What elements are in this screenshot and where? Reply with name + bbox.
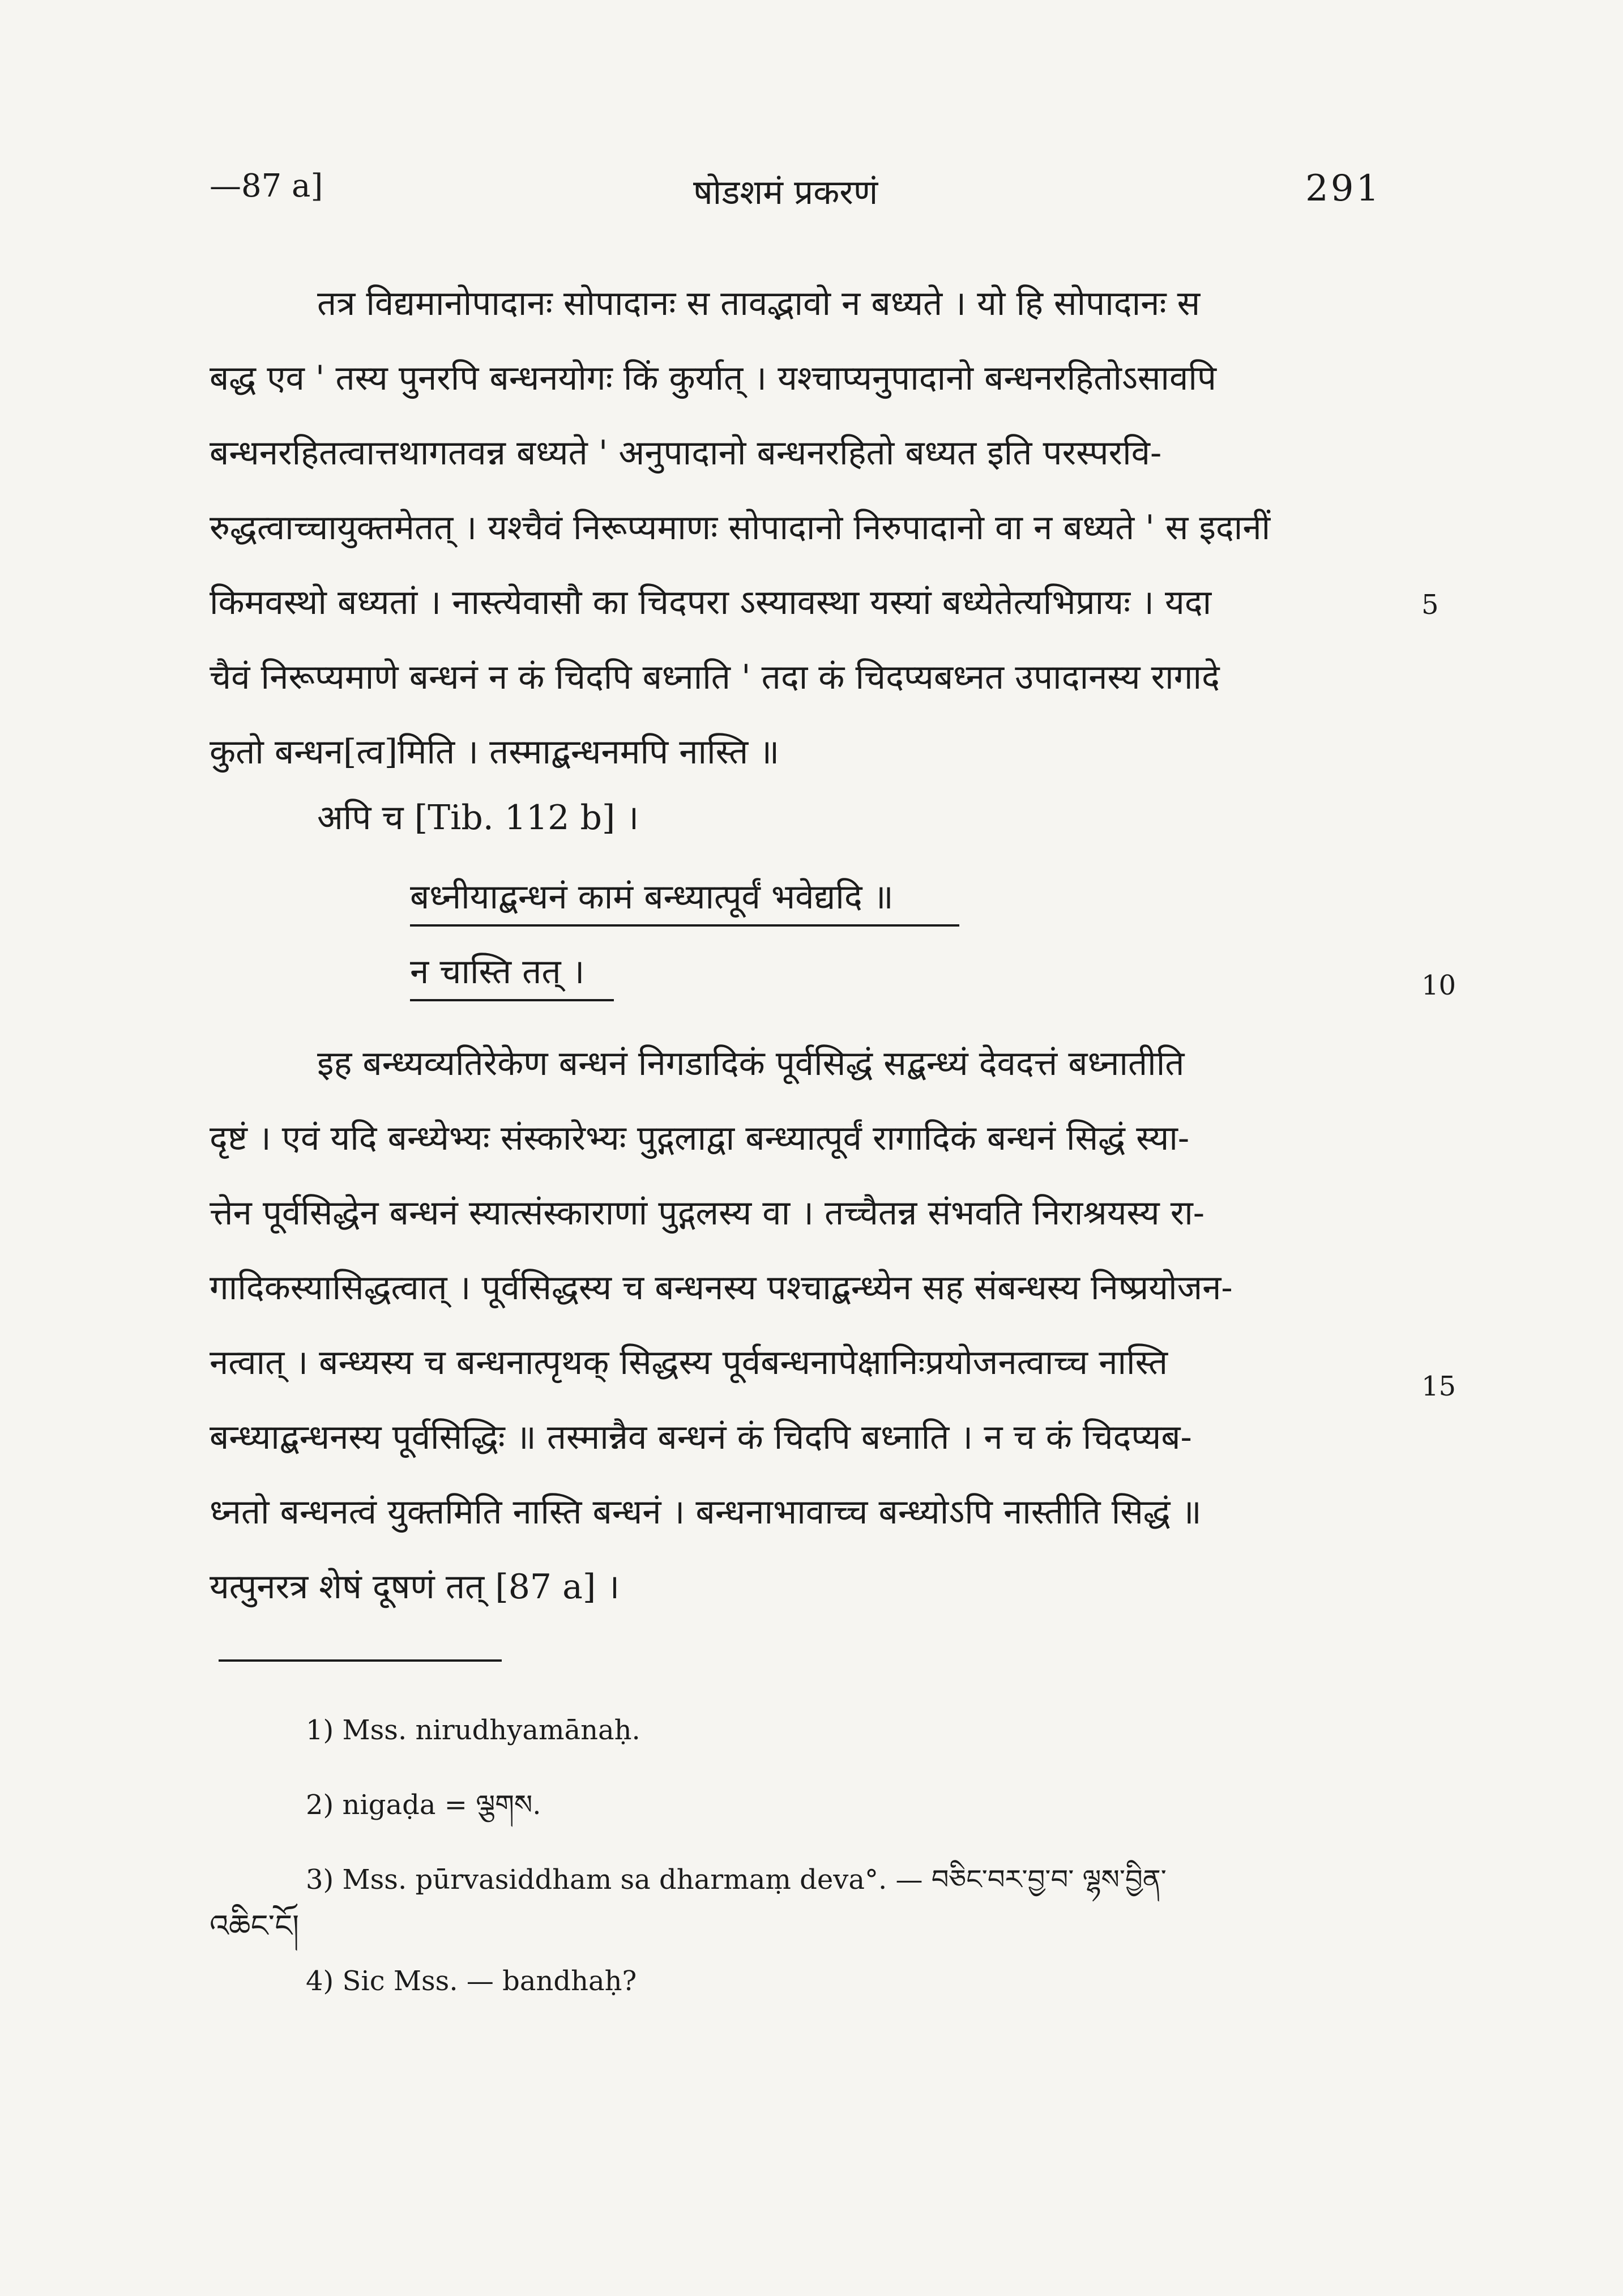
footnote: 4) Sic Mss. — bandhaḥ? — [306, 1965, 637, 1997]
text-line: त्तेन पूर्वसिद्धेन बन्धनं स्यात्संस्काराणां पुद्गलस्य वा । तच्चैतन्न संभवति निराश्रयस्य रा- — [210, 1193, 1205, 1233]
text-line: बन्धनरहितत्वात्तथागतवन्न बध्यते ' अनुपादानो बन्धनरहितो बध्यत इति परस्परवि- — [210, 433, 1162, 473]
text-line: चैवं निरूप्यमाणे बन्धनं न कं चिदपि बध्नाति ' तदा कं चिदप्यबध्नत उपादानस्य रागादे — [210, 658, 1220, 697]
text-line: बद्ध एव ' तस्य पुनरपि बन्धनयोगः किं कुर्यात् । यश्चाप्यनुपादानो बन्धनरहितोऽसावपि — [210, 359, 1216, 398]
text-line: बन्ध्याद्बन्धनस्य पूर्वसिद्धिः ॥ तस्मान्नैव बन्धनं कं चिदपि बध्नाति । न च कं चिदप्यब- — [210, 1418, 1192, 1457]
line-number: 5 — [1421, 589, 1439, 621]
footnote: 3) Mss. pūrvasiddham sa dharmaṃ deva°. — བཅིང་བར་བྱ་བ་ ལྷས་བྱིན་ — [306, 1864, 1167, 1896]
paragraph-1 — [210, 266, 1404, 789]
text-line: यत्पुनरत्र शेषं दूषणं तत् [87 a] । — [210, 1567, 620, 1607]
text-line: रुद्धत्वाच्चायुक्तमेतत् । यश्चैवं निरूप्यमाणः सोपादानो निरुपादानो वा न बध्यते ' स इदानीं — [210, 508, 1271, 548]
api-ca-line: अपि च [Tib. 112 b] । — [317, 798, 639, 838]
footnote-continuation: འཆིང་ངོ། — [210, 1908, 300, 1944]
text-line: गादिकस्यासिद्धत्वात् । पूर्वसिद्धस्य च बन्धनस्य पश्चाद्बन्ध्येन सह संबन्धस्य निष्प्रयोजन- — [210, 1268, 1233, 1308]
text-line: तत्र विद्यमानोपादानः सोपादानः स तावद्भावो न बध्यते । यो हि सोपादानः स — [317, 284, 1201, 323]
text-line: किमवस्थो बध्यतां । नास्त्येवासौ का चिदपरा ऽस्यावस्था यस्यां बध्येतेत्यभिप्रायः । यदा — [210, 583, 1212, 622]
footnotes — [306, 1699, 1167, 1923]
footnote: 1) Mss. nirudhyamānaḥ. — [306, 1714, 640, 1746]
text-line: ध्नतो बन्धनत्वं युक्तमिति नास्ति बन्धनं । बन्धनाभावाच्च बन्ध्योऽपि नास्तीति सिद्धं ॥ — [210, 1492, 1202, 1532]
text-line: दृष्टं । एवं यदि बन्ध्येभ्यः संस्कारेभ्यः पुद्गलाद्वा बन्ध्यात्पूर्वं रागादिकं बन्धनं सिद्धं स्या- — [210, 1119, 1190, 1158]
verse-line: न चास्ति तत् । — [410, 947, 614, 1001]
footnote-divider — [219, 1659, 502, 1662]
paragraph-2 — [210, 1026, 1404, 1624]
text-line: इह बन्ध्यव्यतिरेकेण बन्धनं निगडादिकं पूर्वसिद्धं सद्बन्ध्यं देवदत्तं बध्नातीति — [317, 1044, 1185, 1083]
page-number: 291 — [1305, 168, 1382, 210]
text-line: कुतो बन्धन[त्व]मिति । तस्माद्बन्धनमपि नास्ति ॥ — [210, 732, 780, 772]
text-line: नत्वात् । बन्ध्यस्य च बन्धनात्पृथक् सिद्धस्य पूर्वबन्धनापेक्षानिःप्रयोजनत्वाच्च नास्ति — [210, 1343, 1168, 1382]
verse-line: बध्नीयाद्बन्धनं कामं बन्ध्यात्पूर्वं भवेद्यदि ॥ — [410, 872, 959, 927]
line-number: 15 — [1421, 1371, 1457, 1402]
header-chapter-title: षोडशमं प्रकरणं — [693, 173, 878, 212]
footnote: 2) nigaḍa = ལྕགས. — [306, 1789, 541, 1821]
line-number: 10 — [1421, 970, 1457, 1001]
header-section-ref: —87 a] — [210, 168, 323, 204]
